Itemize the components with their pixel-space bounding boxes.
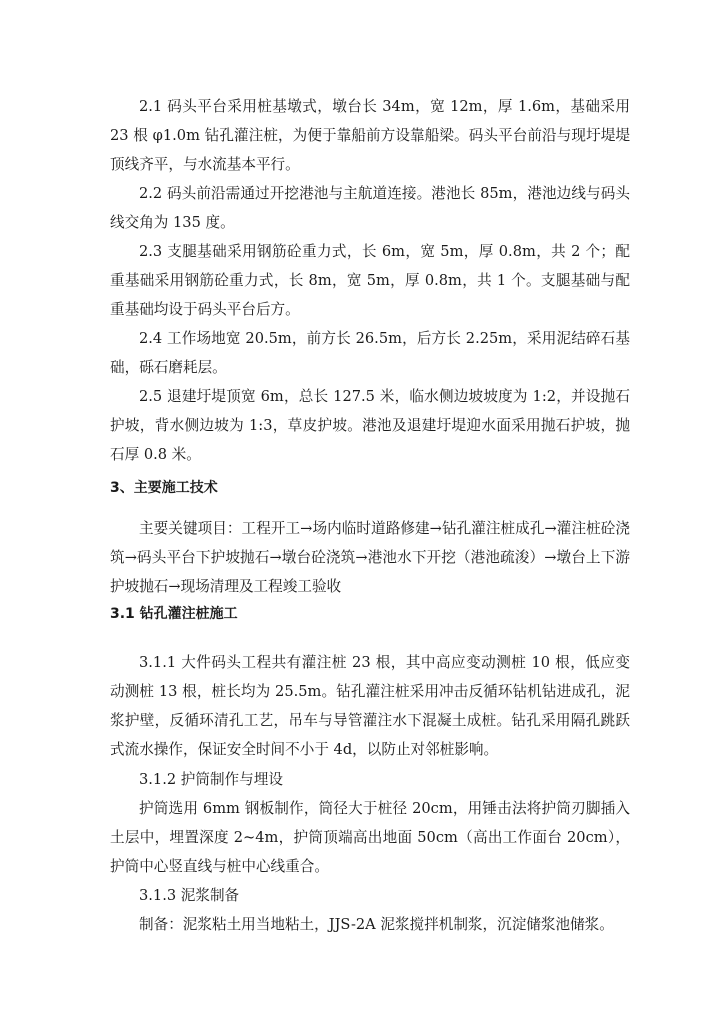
- paragraph-2-2: 2.2 码头前沿需通过开挖港池与主航道连接。港池长 85m，港池边线与码头线交角为 135 度。: [110, 185, 630, 231]
- paragraph-2-1: 2.1 码头平台采用桩基墩式，墩台长 34m，宽 12m，厚 1.6m，基础采用 23 根 φ1.0m 钻孔灌注桩，为便于靠船前方设靠船梁。码头平台前沿与现圩堤堤顶线齐平，与水流基本平行。: [110, 98, 630, 173]
- section-heading-3-1: 3.1 钻孔灌注桩施工: [110, 606, 238, 622]
- section-heading-3: 3、主要施工技术: [110, 480, 218, 496]
- paragraph-2-4: 2.4 工作场地宽 20.5m，前方长 26.5m，后方长 2.25m，采用泥结碎石基础，砾石磨耗层。: [110, 330, 630, 376]
- paragraph-2-5: 2.5 退建圩堤顶宽 6m，总长 127.5 米，临水侧边坡坡度为 1:2，并设抛石护坡，背水侧边坡为 1:3，草皮护坡。港池及退建圩堤迎水面采用抛石护坡，抛石厚 0.8 米。: [110, 388, 630, 463]
- paragraph-3-1-1: 3.1.1 大件码头工程共有灌注桩 23 根，其中高应变动测桩 10 根，低应变动测桩 13 根，桩长均为 25.5m。钻孔灌注桩采用冲击反循环钻机钻进成孔，泥浆护壁，反循环清孔工艺，吊车与导管灌注水下混凝土成桩。钻孔采用隔孔跳跃式流水操作，保证安全时间不小于 4d，以防止对邻桩影响。: [110, 654, 630, 758]
- subheading-3-1-3: 3.1.3 泥浆制备: [139, 887, 240, 904]
- subheading-3-1-2: 3.1.2 护筒制作与埋设: [139, 771, 283, 788]
- paragraph-2-3: 2.3 支腿基础采用钢筋砼重力式，长 6m，宽 5m，厚 0.8m，共 2 个；配重基础采用钢筋砼重力式，长 8m，宽 5m，厚 0.8m，共 1 个。支腿基础与配重基础均设于码头平台后方。: [110, 243, 630, 318]
- paragraph-3-1-2: 护筒选用 6mm 钢板制作，筒径大于桩径 20cm，用锤击法将护筒刃脚插入土层中，埋置深度 2~4m，护筒顶端高出地面 50cm（高出工作面台 20cm），护筒中心竖直线与桩中心线重合。: [110, 800, 630, 875]
- paragraph-3-1-3: 制备：泥浆粘土用当地粘土，JJS-2A 泥浆搅拌机制浆，沉淀储浆池储浆。: [139, 916, 614, 933]
- paragraph-key-items: 主要关键项目：工程开工→场内临时道路修建→钻孔灌注桩成孔→灌注桩砼浇筑→码头平台下护坡抛石→墩台砼浇筑→港池水下开挖（港池疏浚）→墩台上下游护坡抛石→现场清理及工程竣工验收: [110, 520, 630, 595]
